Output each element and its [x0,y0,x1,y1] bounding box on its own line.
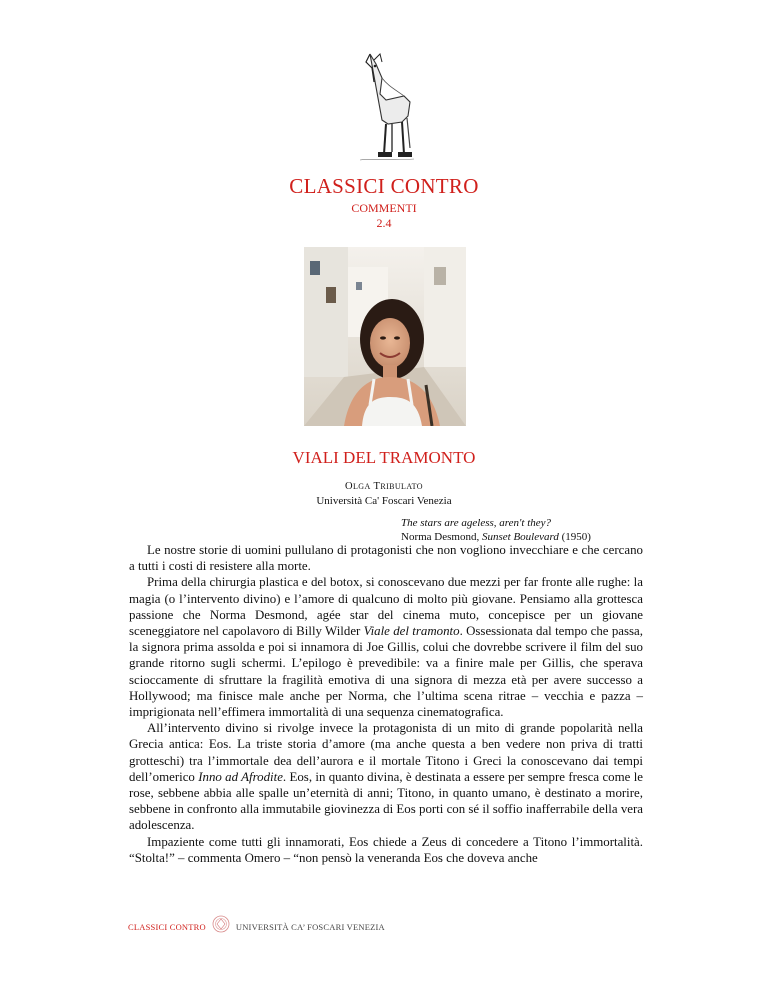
footer-university: UNIVERSITÀ CA’ FOSCARI VENEZIA [235,922,385,932]
author-photo [304,247,466,426]
epigraph-quote: The stars are ageless, aren't they? [401,517,552,529]
article-title: VIALI DEL TRAMONTO [292,448,476,467]
paragraph: Le nostre storie di uomini pullulano di protagonisti che non vogliono invecchiare e che cercano a tutti i costi di resistere alla morte. [129,543,643,574]
ca-foscari-seal-icon [212,915,230,933]
page-footer [128,915,385,939]
paragraph: Impaziente come tutti gli innamorati, Eos chiede a Zeus di concedere a Titono l’immortalità. “Stolta!” – commenta Omero – “non pensò la veneranda Eos che doveva anche [129,834,643,865]
issue-number: 2.4 [376,216,392,230]
series-title: CLASSICI CONTRO [289,174,479,198]
article-body [129,542,643,866]
paragraph: All’intervento divino si rivolge invece la protagonista di un mito di grande popolarità nella Grecia antica: Eos. La triste storia d’amore (ma anche questa a ben vedere non priva di tratti grotteschi) tra l’immortale dea dell’aurora e il mortale Titono i Greci la conoscevano dai tempi dell’omerico Inno ad Afrodite. Eos, in quanto divina, è destinata a essere per sempre fresca come le rose, sebbene abbia alle spalle un’eternità di anni; Titono, in quanto umano, è destinato a morire, sebbene in confronto alla immutabile giovinezza di Eos porti con sé il soffio inafferrabile della vera adolescenza. [129,721,643,833]
epigraph-attribution: Norma Desmond, Sunset Boulevard (1950) [401,531,591,543]
classici-contro-horse-logo [352,48,418,166]
author-name: OLGA TRIBULATO [345,481,423,492]
footer-brand: CLASSICI CONTRO [128,922,206,932]
series-subtitle: COMMENTI [351,201,417,215]
epigraph [401,516,591,544]
paragraph: Prima della chirurgia plastica e del botox, si conoscevano due mezzi per far fronte alle rughe: la magia (o l’intervento divino) e l’amore di qualcuno di molto più giovane. Pensiamo alla grottesca passione che Norma Desmond, agée star del cinema muto, concepisce per un giovane sceneggiatore nel capolavoro di Billy Wilder Viale del tramonto. Ossessionata dal tempo che passa, la signora prima assolda e poi si innamora di Joe Gillis, colui che dovrebbe scrivere il film del suo grande ritorno sugli schermi. L’epilogo è prevedibile: va a finire male per Gillis, che sperava scioccamente di sfruttare la fragilità emotiva di una signora di mezza età per avere successo a Hollywood; ma finisce male anche per Norma, che l’ultima scena ritrae – vecchia e pazza – imprigionata nell’effimera immortalità di una sequenza cinematografica. [129,575,643,720]
author-affiliation: Università Ca' Foscari Venezia [316,495,452,507]
